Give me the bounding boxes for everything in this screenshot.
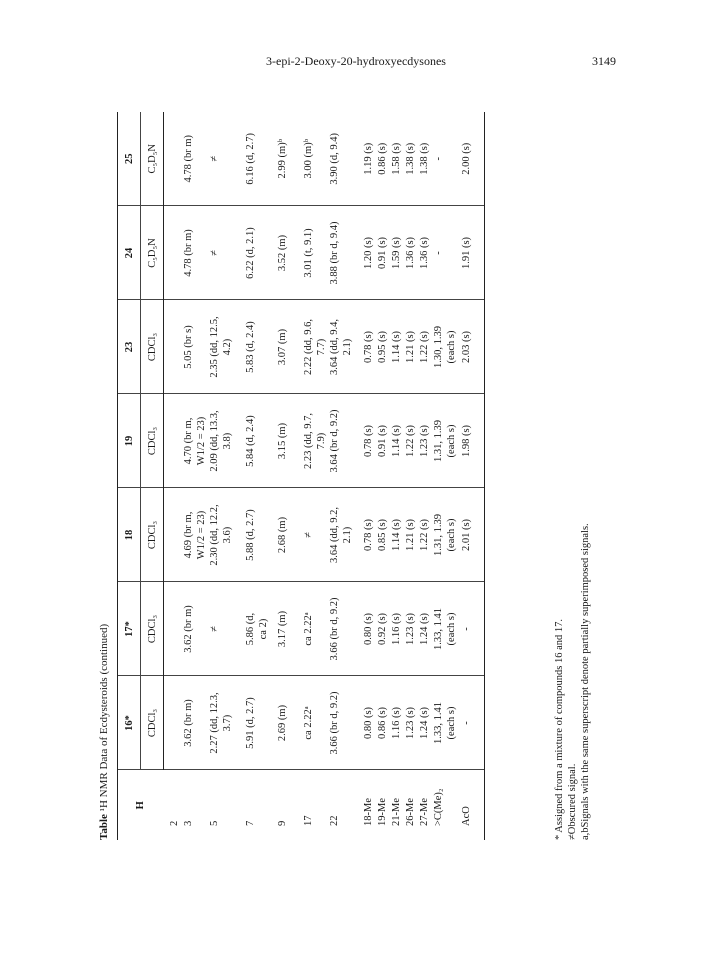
table-row [460, 112, 485, 840]
shift-cell: 1.33, 1.41 (each s) [432, 582, 460, 676]
shift-cell: 2.27 (dd, 12.3, 3.7) [208, 676, 244, 770]
shift-cell: ≠ [208, 206, 244, 300]
solvent-header: CDCl₃ [141, 394, 164, 488]
table-row [376, 112, 390, 840]
shift-cell [164, 112, 183, 206]
shift-cell: 1.16 (s) [390, 676, 404, 770]
shift-cell: 1.38 (s) [418, 112, 432, 206]
shift-cell: 3.07 (m) [276, 300, 302, 394]
solvent-header: C₅D₅N [141, 112, 164, 206]
table-row [328, 112, 362, 840]
nmr-data-table [117, 112, 485, 840]
solvent-header: CDCl₃ [141, 676, 164, 770]
proton-label: 27-Me [419, 798, 430, 826]
shift-cell: 2.09 (dd, 13.3, 3.8) [208, 394, 244, 488]
table-row [390, 112, 404, 840]
shift-cell: 4.70 (br m, W1/2 = 23) [182, 394, 208, 488]
solvent-header: CDCl₃ [141, 582, 164, 676]
compound-header: 23 [118, 300, 141, 394]
shift-cell: 3.15 (m) [276, 394, 302, 488]
shift-cell: 5.88 (d, 2.7) [244, 488, 276, 582]
shift-cell: 1.58 (s) [390, 112, 404, 206]
shift-cell: 1.30, 1.39 (each s) [432, 300, 460, 394]
shift-cell: 6.16 (d, 2.7) [244, 112, 276, 206]
shift-cell: 1.24 (s) [418, 676, 432, 770]
table-row [362, 112, 376, 840]
shift-cell: 4.78 (br m) [182, 112, 208, 206]
shift-cell: 0.91 (s) [376, 394, 390, 488]
shift-cell: 3.62 (br m) [182, 676, 208, 770]
shift-cell: 3.17 (m) [276, 582, 302, 676]
shift-cell: 1.59 (s) [390, 206, 404, 300]
shift-cell: 2.00 (s) [460, 112, 485, 206]
table-row [302, 112, 328, 840]
shift-cell: 3.90 (d, 9.4) [328, 112, 362, 206]
proton-label: 22 [329, 815, 340, 826]
proton-label: 5 [209, 820, 220, 826]
proton-label: >C(Me)₂ [433, 788, 444, 826]
proton-label: 19-Me [377, 798, 388, 826]
shift-cell: 1.38 (s) [404, 112, 418, 206]
table-row [432, 112, 460, 840]
shift-cell: 1.20 (s) [362, 206, 376, 300]
shift-cell: 1.19 (s) [362, 112, 376, 206]
shift-cell: 1.23 (s) [404, 676, 418, 770]
shift-cell [164, 488, 183, 582]
solvent-header: C₅D₅N [141, 206, 164, 300]
compound-header: 16* [118, 676, 141, 770]
shift-cell [164, 676, 183, 770]
shift-cell: 1.22 (s) [404, 394, 418, 488]
footnotes [553, 523, 592, 840]
shift-cell: 0.78 (s) [362, 394, 376, 488]
table-caption-label: Table [98, 814, 110, 840]
shift-cell: 1.22 (s) [418, 300, 432, 394]
proton-label: 17 [303, 815, 314, 826]
shift-cell: ≠ [302, 488, 328, 582]
shift-cell: - [432, 206, 460, 300]
table-row [404, 112, 418, 840]
table-caption-text: ¹H NMR Data of Ecdysteroids (continued) [98, 623, 110, 812]
table-caption [98, 624, 110, 840]
shift-cell: 1.31, 1.39 (each s) [432, 394, 460, 488]
shift-cell: 1.21 (s) [404, 488, 418, 582]
shift-cell: 1.21 (s) [404, 300, 418, 394]
shift-cell: 0.80 (s) [362, 676, 376, 770]
table-row [208, 112, 244, 840]
shift-cell: 3.88 (br d, 9.4) [328, 206, 362, 300]
table-row [164, 112, 183, 840]
shift-cell: 5.84 (d, 2.4) [244, 394, 276, 488]
shift-cell: 2.99 (m)ᵇ [276, 112, 302, 206]
shift-cell: 1.14 (s) [390, 394, 404, 488]
shift-cell [164, 394, 183, 488]
shift-cell: - [460, 676, 485, 770]
compound-header-row [118, 112, 141, 840]
shift-cell: 0.86 (s) [376, 676, 390, 770]
shift-cell: 0.78 (s) [362, 488, 376, 582]
compound-header: 18 [118, 488, 141, 582]
shift-cell: 0.92 (s) [376, 582, 390, 676]
shift-cell: 3.01 (t, 9.1) [302, 206, 328, 300]
shift-cell: 1.23 (s) [404, 582, 418, 676]
shift-cell: 2.69 (m) [276, 676, 302, 770]
shift-cell: ca 2.22ᵃ [302, 676, 328, 770]
proton-label: 26-Me [405, 798, 416, 826]
shift-cell: 3.64 (dd, 9.2, 2.1) [328, 488, 362, 582]
shift-cell: 0.91 (s) [376, 206, 390, 300]
shift-cell: 2.23 (dd, 9.7, 7.9) [302, 394, 328, 488]
proton-label: 18-Me [363, 798, 374, 826]
rotated-table-block [98, 110, 638, 840]
shift-cell: - [432, 112, 460, 206]
shift-cell: 6.22 (d, 2.1) [244, 206, 276, 300]
shift-cell: 3.00 (m)ᵇ [302, 112, 328, 206]
table-row [244, 112, 276, 840]
shift-cell: 1.33, 1.41 (each s) [432, 676, 460, 770]
shift-cell: 1.36 (s) [404, 206, 418, 300]
proton-label: 9 [277, 820, 288, 826]
shift-cell: ca 2.22ᵃ [302, 582, 328, 676]
shift-cell: 1.31, 1.39 (each s) [432, 488, 460, 582]
shift-cell [164, 206, 183, 300]
shift-cell: 3.66 (br d, 9.2) [328, 676, 362, 770]
proton-label: 3 [183, 820, 194, 826]
shift-cell: 1.91 (s) [460, 206, 485, 300]
shift-cell: 0.78 (s) [362, 300, 376, 394]
footnote: * Assigned from a mixture of compounds 16 and 17. [554, 618, 565, 840]
compound-header: 25 [118, 112, 141, 206]
shift-cell: 5.83 (d, 2.4) [244, 300, 276, 394]
shift-cell: ≠ [208, 112, 244, 206]
proton-label: AcO [460, 770, 485, 840]
shift-cell: 4.78 (br m) [182, 206, 208, 300]
page-number: 3149 [592, 54, 616, 68]
compound-header: 19 [118, 394, 141, 488]
shift-cell: 3.62 (br m) [182, 582, 208, 676]
shift-cell: 0.86 (s) [376, 112, 390, 206]
shift-cell: 3.66 (br d, 9.2) [328, 582, 362, 676]
solvent-header-row [141, 112, 164, 840]
table-row [182, 112, 208, 840]
shift-cell: 1.22 (s) [418, 488, 432, 582]
shift-cell: - [460, 582, 485, 676]
h-column-header: H [118, 770, 164, 840]
shift-cell: 1.23 (s) [418, 394, 432, 488]
shift-cell [164, 300, 183, 394]
running-title: 3-epi-2-Deoxy-20-hydroxyecdysones [266, 54, 446, 68]
shift-cell: 1.14 (s) [390, 300, 404, 394]
shift-cell: 3.64 (dd, 9.4, 2.1) [328, 300, 362, 394]
shift-cell: 0.85 (s) [376, 488, 390, 582]
proton-label: 21-Me [391, 798, 402, 826]
proton-label: 2 [168, 820, 180, 826]
footnote: a,bSignals with the same superscript denote partially superimposed signals. [580, 523, 591, 840]
shift-cell: 5.05 (br s) [182, 300, 208, 394]
shift-cell: 1.14 (s) [390, 488, 404, 582]
shift-cell: 2.30 (dd, 12.2, 3.6) [208, 488, 244, 582]
compound-header: 24 [118, 206, 141, 300]
shift-cell: 1.98 (s) [460, 394, 485, 488]
proton-label: 7 [245, 820, 256, 826]
shift-cell: 3.52 (m) [276, 206, 302, 300]
shift-cell: 2.68 (m) [276, 488, 302, 582]
shift-cell: 2.22 (dd, 9.6, 7.7) [302, 300, 328, 394]
table-row [276, 112, 302, 840]
shift-cell: ≠ [208, 582, 244, 676]
shift-cell: 0.80 (s) [362, 582, 376, 676]
table-body [164, 112, 485, 840]
shift-cell: 0.95 (s) [376, 300, 390, 394]
shift-cell [164, 582, 183, 676]
shift-cell: 3.64 (br d, 9.2) [328, 394, 362, 488]
table-row [418, 112, 432, 840]
footnote: ≠Obscured signal. [567, 763, 578, 840]
shift-cell: 1.36 (s) [418, 206, 432, 300]
solvent-header: CDCl₃ [141, 488, 164, 582]
shift-cell: 1.24 (s) [418, 582, 432, 676]
shift-cell: 1.16 (s) [390, 582, 404, 676]
shift-cell: 5.86 (d, ca 2) [244, 582, 276, 676]
shift-cell: 2.35 (dd, 12.5, 4.2) [208, 300, 244, 394]
shift-cell: 2.01 (s) [460, 488, 485, 582]
shift-cell: 5.91 (d, 2.7) [244, 676, 276, 770]
shift-cell: 2.03 (s) [460, 300, 485, 394]
solvent-header: CDCl₃ [141, 300, 164, 394]
compound-header: 17* [118, 582, 141, 676]
shift-cell: 4.69 (br m, W1/2 = 23) [182, 488, 208, 582]
